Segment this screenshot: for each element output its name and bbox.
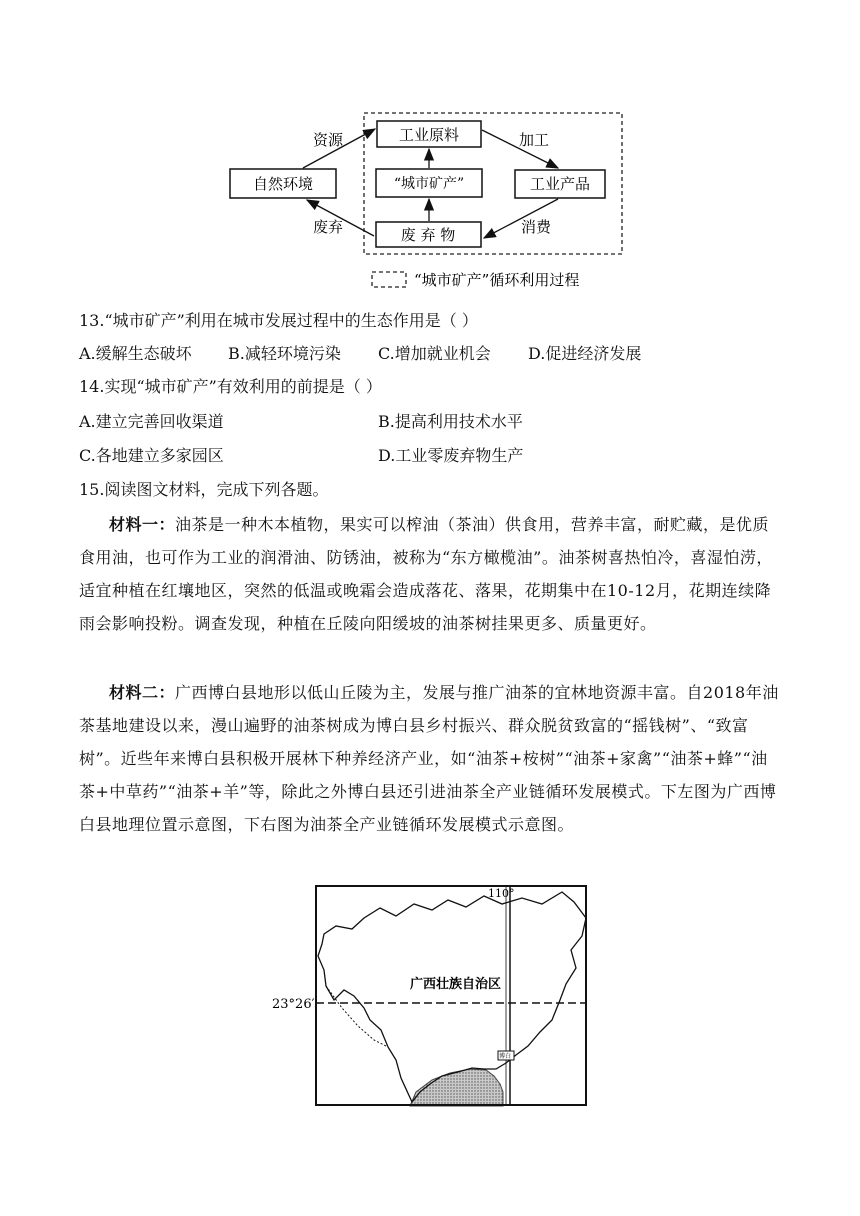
map-frame [316, 886, 586, 1105]
region-label: 广西壮族自治区 [410, 977, 502, 992]
node-urban-mineral-label: “城市矿产” [393, 176, 465, 192]
sea-area [410, 1069, 503, 1106]
node-waste [376, 222, 481, 247]
node-raw-material-label: 工业原料 [398, 126, 460, 144]
node-industrial-product [515, 170, 605, 198]
edge-label-resource: 资源 [313, 131, 344, 149]
legend-label: “城市矿产”循环利用过程 [414, 271, 580, 289]
q13-stem: 13.“城市矿产”利用在城市发展过程中的生态作用是（ ） [79, 311, 478, 330]
province-boundary [318, 892, 586, 1102]
node-nature-label: 自然环境 [252, 175, 314, 193]
q15-stem: 15.阅读图文材料，完成下列各题。 [79, 480, 329, 499]
national-border [326, 986, 388, 1047]
edge-label-consume: 消费 [521, 218, 552, 236]
q14-option-c: C.各地建立多家园区 [79, 446, 224, 465]
material-one [79, 508, 781, 640]
q14-option-a: A.建立完善回收渠道 [79, 412, 224, 431]
q13-option-c: C.增加就业机会 [378, 344, 491, 363]
node-urban-mineral [376, 169, 482, 197]
material-two [79, 676, 781, 841]
lon-label: 110° [488, 887, 515, 900]
node-industrial-product-label: 工业产品 [529, 175, 591, 193]
edge-label-discard: 废弃 [313, 218, 344, 236]
q14-stem: 14.实现“城市矿产”有效利用的前提是（ ） [79, 377, 382, 396]
node-raw-material [377, 121, 481, 147]
q13-option-d: D.促进经济发展 [528, 344, 642, 363]
q14-option-d: D.工业零废弃物生产 [378, 446, 524, 465]
county-label: 博白 [499, 1053, 512, 1060]
material-one-text: 油茶是一种木本植物，果实可以榨油（茶油）供食用，营养丰富，耐贮藏，是优质食用油，也可作为工业的润滑油、防锈油，被称为“东方橄榄油”。油茶树喜热怕冷，喜湿怕涝，适宜种植在红壤地区，突然的低温或晚霜会造成落花、落果，花期集中在10-12月，花期连续降雨会影响投粉。调查发现，种植在丘陵向阳缓坡的油茶树挂果更多、质量更好。 [79, 515, 773, 633]
legend-swatch [372, 272, 406, 287]
node-waste-label: 废 弃 物 [400, 226, 456, 244]
material-one-label: 材料一： [109, 515, 176, 534]
q13-option-b: B.减轻环境污染 [228, 344, 341, 363]
material-two-text: 广西博白县地形以低山丘陵为主，发展与推广油茶的宜林地资源丰富。自2018年油茶基地建设以来，漫山遍野的油茶树成为博白县乡村振兴、群众脱贫致富的“摇钱树”、“致富树”。近些年来博白县积极开展林下种养经济产业，如“油茶+桉树”“油茶+家禽”“油茶+蜂”“油茶+中草药”“油茶+羊”等，除此之外博白县还引进油茶全产业链循环发展模式。下左图为广西博白县地理位置示意图，下右图为油茶全产业链循环发展模式示意图。 [79, 683, 779, 834]
edge-label-process: 加工 [519, 131, 550, 149]
material-two-label: 材料二： [109, 683, 176, 702]
node-nature [230, 169, 336, 198]
urban-mineral-diagram [0, 0, 860, 300]
lat-label: 23°26′ [272, 997, 315, 1012]
q13-option-a: A.缓解生态破坏 [79, 344, 192, 363]
guangxi-location-map [270, 880, 600, 1110]
q14-option-b: B.提高利用技术水平 [378, 412, 523, 431]
